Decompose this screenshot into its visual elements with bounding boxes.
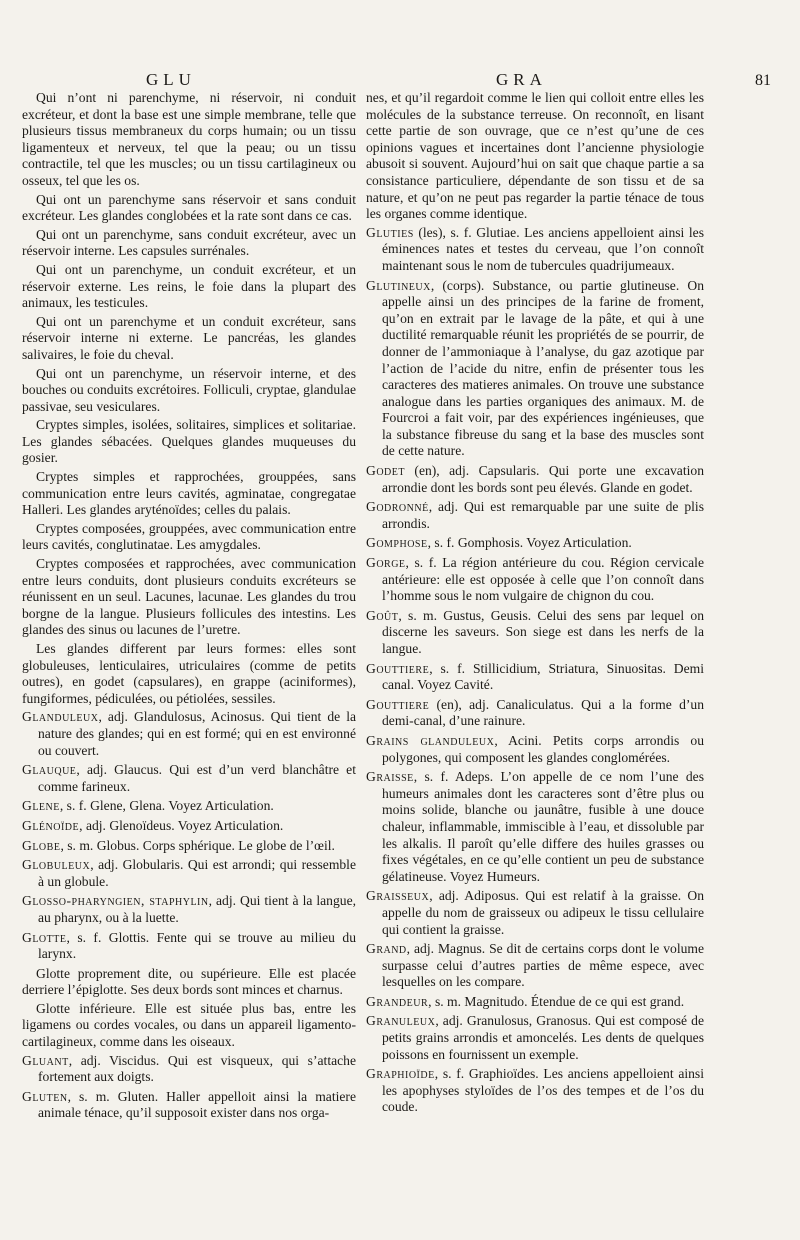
entry-headword: Graisseux [366,888,430,904]
running-header-right: GRA [496,70,547,89]
entry-headword: Gluant [22,1052,69,1068]
entry-definition: , adj. Glandulosus, Acinosus. Qui tient de la nature des glandes; qui en est formé; qui en est environné ou couvert. [38,709,356,758]
dictionary-entry [366,994,704,1011]
entry-definition: , s. f. Stillicidium, Striatura, Sinuositas. Demi canal. Voyez Cavité. [382,660,704,693]
entry-definition: , adj. Granulosus, Granosus. Qui est composé de petits grains arrondis et amoncelés. Les dents de quelques poissons en fournissent un exemple. [382,1013,704,1062]
paragraph: Les glandes different par leurs formes: elles sont globuleuses, lenticulaires, utriculaires (comme de petits outres), en godet (capsulares), en grappe (aciniformes), fungiformes, pédiculées, ou pétiolées, sessiles. [22,641,356,706]
entry-headword: Gouttiere [366,660,430,676]
dictionary-entry [366,225,704,275]
entry-headword: Gorge [366,555,406,571]
dictionary-entry [22,798,356,815]
entry-headword: Globuleux [22,857,91,873]
entry-headword: Gomphose [366,535,428,551]
dictionary-entry [366,661,704,694]
entry-definition: , s. f. La région antérieure du cou. Région cervicale antérieure: elle est opposée à celle que l’on connoît dans l’homme sous le nom vulgaire de chignon du cou. [382,555,704,604]
page-number: 81 [755,72,771,89]
paragraph: Cryptes composées, grouppées, avec communication entre leurs cavités, conglutinatae. Les amygdales. [22,520,356,553]
entry-definition: (en), adj. Canaliculatus. Qui a la forme d’un demi-canal, d’une rainure. [382,696,704,729]
paragraph: Qui ont un parenchyme, un réservoir interne, et des bouches ou conduits excrétoires. Folliculi, cryptae, glandulae passivae, seu vesiculares. [22,365,356,414]
paragraph: Qui ont un parenchyme et un conduit excréteur, sans réservoir interne ni externe. Le pancréas, les glandes salivaires, le foie du cheval. [22,313,356,362]
paragraph: Qui ont un parenchyme, un conduit excréteur, et un réservoir externe. Les reins, le foie dans la plupart des animaux, les testicules. [22,261,356,311]
entry-definition: (les), s. f. Glutiae. Les anciens appelloient ainsi les éminences nates et testes du cerveau, que l’on connoît maintenant sous le nom de tubercules quadrijumeaux. [382,224,704,273]
dictionary-entry [22,930,356,963]
entry-definition: , s. m. Globus. Corps sphérique. Le globe de l’œil. [60,837,335,853]
entry-headword: Grains glanduleux [366,732,495,748]
entry-definition: (en), adj. Capsularis. Qui porte une excavation arrondie dont les bords sont peu élevés. Glande en godet. [382,463,704,495]
entry-headword: Graphioïde [366,1066,435,1082]
entry-definition: , adj. Qui est remarquable par une suite de plis arrondis. [382,499,704,531]
entry-headword: Granuleux [366,1013,436,1029]
dictionary-entry [366,1066,704,1116]
entry-definition: , Acini. Petits corps arrondis ou polygones, qui composent les glandes conglomérées. [382,732,704,765]
dictionary-entry [366,1013,704,1063]
entry-headword: Graisse [366,769,414,785]
dictionary-entry [22,762,356,795]
entry-definition: , s. m. Gustus, Geusis. Celui des sens par lequel on discerne les saveurs. Son siege est dans les nerfs de la langue. [382,607,704,656]
entry-headword: Gluties [366,224,414,240]
paragraph: Glotte proprement dite, ou supérieure. Elle est placée derriere l’épiglotte. Ses deux bords sont minces et charnus. [22,965,356,998]
dictionary-entry [22,857,356,890]
paragraph: Qui ont un parenchyme, sans conduit excréteur, avec un réservoir interne. Les capsules surrénales. [22,226,356,259]
dictionary-entry [366,769,704,885]
entry-headword: Gouttiere [366,696,430,712]
entry-headword: Glosso-pharyngien, staphylin [22,893,209,909]
entry-definition: , s. f. Glene, Glena. Voyez Articulation. [59,798,274,814]
paragraph: Cryptes simples, isolées, solitaires, simplices et solitariae. Les glandes sébacées. Quelques glandes muqueuses du gosier. [22,417,356,466]
running-header-left: GLU [146,70,196,89]
entry-headword: Godet [366,463,405,479]
entry-definition: , s. m. Gluten. Haller appelloit ainsi la matiere animale ténace, qu’il supposoit exister dans nos orga- [38,1088,356,1121]
entry-definition: , s. f. Glottis. Fente qui se trouve au milieu du larynx. [38,929,356,962]
entry-definition: , adj. Qui tient à la langue, au pharynx, ou à la luette. [38,893,356,925]
entry-headword: Globe [22,837,61,853]
entry-definition: , adj. Adiposus. Qui est relatif à la graisse. On appelle du nom de graisseux ou adipeux le tissu cellulaire qui contient la graisse. [382,888,704,937]
entry-headword: Godronné [366,499,429,515]
dictionary-entry [22,1089,356,1122]
dictionary-entry [366,535,704,552]
dictionary-entry [366,463,704,496]
dictionary-entry [366,499,704,532]
entry-definition: , adj. Glaucus. Qui est d’un verd blanchâtre et comme farineux. [38,762,356,794]
dictionary-entry [366,941,704,991]
dictionary-entry [22,1053,356,1086]
dictionary-entry [366,555,704,605]
entry-headword: Glénoïde [22,817,80,833]
entry-definition: , s. f. Adeps. L’on appelle de ce nom l’une des humeurs animales dont les caracteres sont d’être plus ou moins solide, blanche ou jaunâtre, fusible à une douce chaleur, inflammable, immiscible à l’eau, et dissoluble par les alkalis. Il paroît qu’elle differe des huiles grasses ou fixes végétales, en ce qu’elle contient un peu de substance gélatineuse. Voyez Humeurs. [382,769,704,884]
entry-headword: Glutineux [366,277,431,293]
entry-headword: Glanduleux [22,709,99,725]
dictionary-entry [22,893,356,926]
right-column [366,90,704,1119]
entry-headword: Gluten [22,1088,68,1104]
paragraph: Glotte inférieure. Elle est située plus bas, entre les ligamens ou cordes vocales, ou dans un appareil ligamento-cartilagineux, comme dans les oiseaux. [22,1000,356,1050]
entry-definition: , adj. Glenoïdeus. Voyez Articulation. [79,817,284,833]
dictionary-entry [22,709,356,759]
paragraph: Cryptes composées et rapprochées, avec communication entre leurs conduits, dont plusieurs conduits excréteurs se réunissent en un seul. Lacunes, lacunae. Les glandes du trou borgne de la langue. Plusieurs follicules des intestins. Les glandes des sinus ou lacunes de l’uretre. [22,556,356,638]
dictionary-entry [366,608,704,658]
entry-definition: , s. f. Graphioïdes. Les anciens appelloient ainsi les apophyses styloïdes de l’os des tempes et de l’os du coude. [382,1066,704,1115]
entry-headword: Glauque [22,762,77,778]
paragraph: Cryptes simples et rapprochées, grouppées, sans communication entre leurs cavités, agminatae, congregatae Halleri. Les glandes aryténoïdes; celles du palais. [22,469,356,518]
entry-headword: Grand [366,941,407,957]
entry-definition: , (corps). Substance, ou partie glutineuse. On appelle ainsi un des principes de la farine de froment, qu’on en extrait par le lavage de la pâte, et qui à une ductilité remarquable réunit les propriétés de se pourrir, de donner de l’ammoniaque à l’analyse, du gaz azotique par l’action de l’acide du nitre, enfin de présenter tous les caracteres des matieres animales. On trouve une substance analogue dans les parties organiques des animaux. M. de Fourcroi a fait voir, par des expériences ingénieuses, que la substance fibreuse du sang et la base des muscles sont de cette nature. [382,277,704,459]
dictionary-entry [22,838,356,855]
dictionary-entry [366,888,704,938]
continued-text: nes, et qu’il regardoit comme le lien qui colloit entre elles les molécules de la substance terreuse. On reconnoît, en lisant cette partie de son ouvrage, que ce n’est qu’une de ces opinions vagues et incertaines dont l’ancienne physiologie abusoit si souvent. Aujourd’hui on sait que chaque partie a sa consistance particuliere, dépendante de son tissu et de sa nature, et qu’on ne peut pas regarder la partie ténace de tous les organes comme identique. [366,90,704,222]
entry-headword: Glene [22,798,60,814]
paragraph: Qui n’ont ni parenchyme, ni réservoir, ni conduit excréteur, et dont la base est une simple membrane, telle que plusieurs tissus membraneux du corps humain; ou un tissu ligamenteux et nerveux, tel que la peau; ou un tissu contractile, tel que les muscles; ou un tissu cartilagineux ou osseux, tel que les os. [22,90,356,188]
entry-definition: , s. f. Gomphosis. Voyez Articulation. [427,535,632,551]
entry-headword: Glotte [22,929,67,945]
entry-definition: , adj. Viscidus. Qui est visqueux, qui s’attache fortement aux doigts. [38,1052,356,1085]
entry-headword: Grandeur [366,993,429,1009]
paragraph: Qui ont un parenchyme sans réservoir et sans conduit excréteur. Les glandes conglobées et la rate sont dans ce cas. [22,191,356,224]
dictionary-entry [22,818,356,835]
entry-definition: , adj. Magnus. Se dit de certains corps dont le volume surpasse celui d’autres parties de même espece, avec lesquelles on les compare. [382,941,704,990]
left-column [22,90,356,1125]
entry-definition: , s. m. Magnitudo. Étendue de ce qui est grand. [428,993,685,1009]
entry-definition: , adj. Globularis. Qui est arrondi; qui ressemble à un globule. [38,857,356,889]
dictionary-entry [366,697,704,730]
dictionary-entry [366,278,704,461]
dictionary-entry [366,733,704,766]
entry-headword: Goût [366,607,399,623]
